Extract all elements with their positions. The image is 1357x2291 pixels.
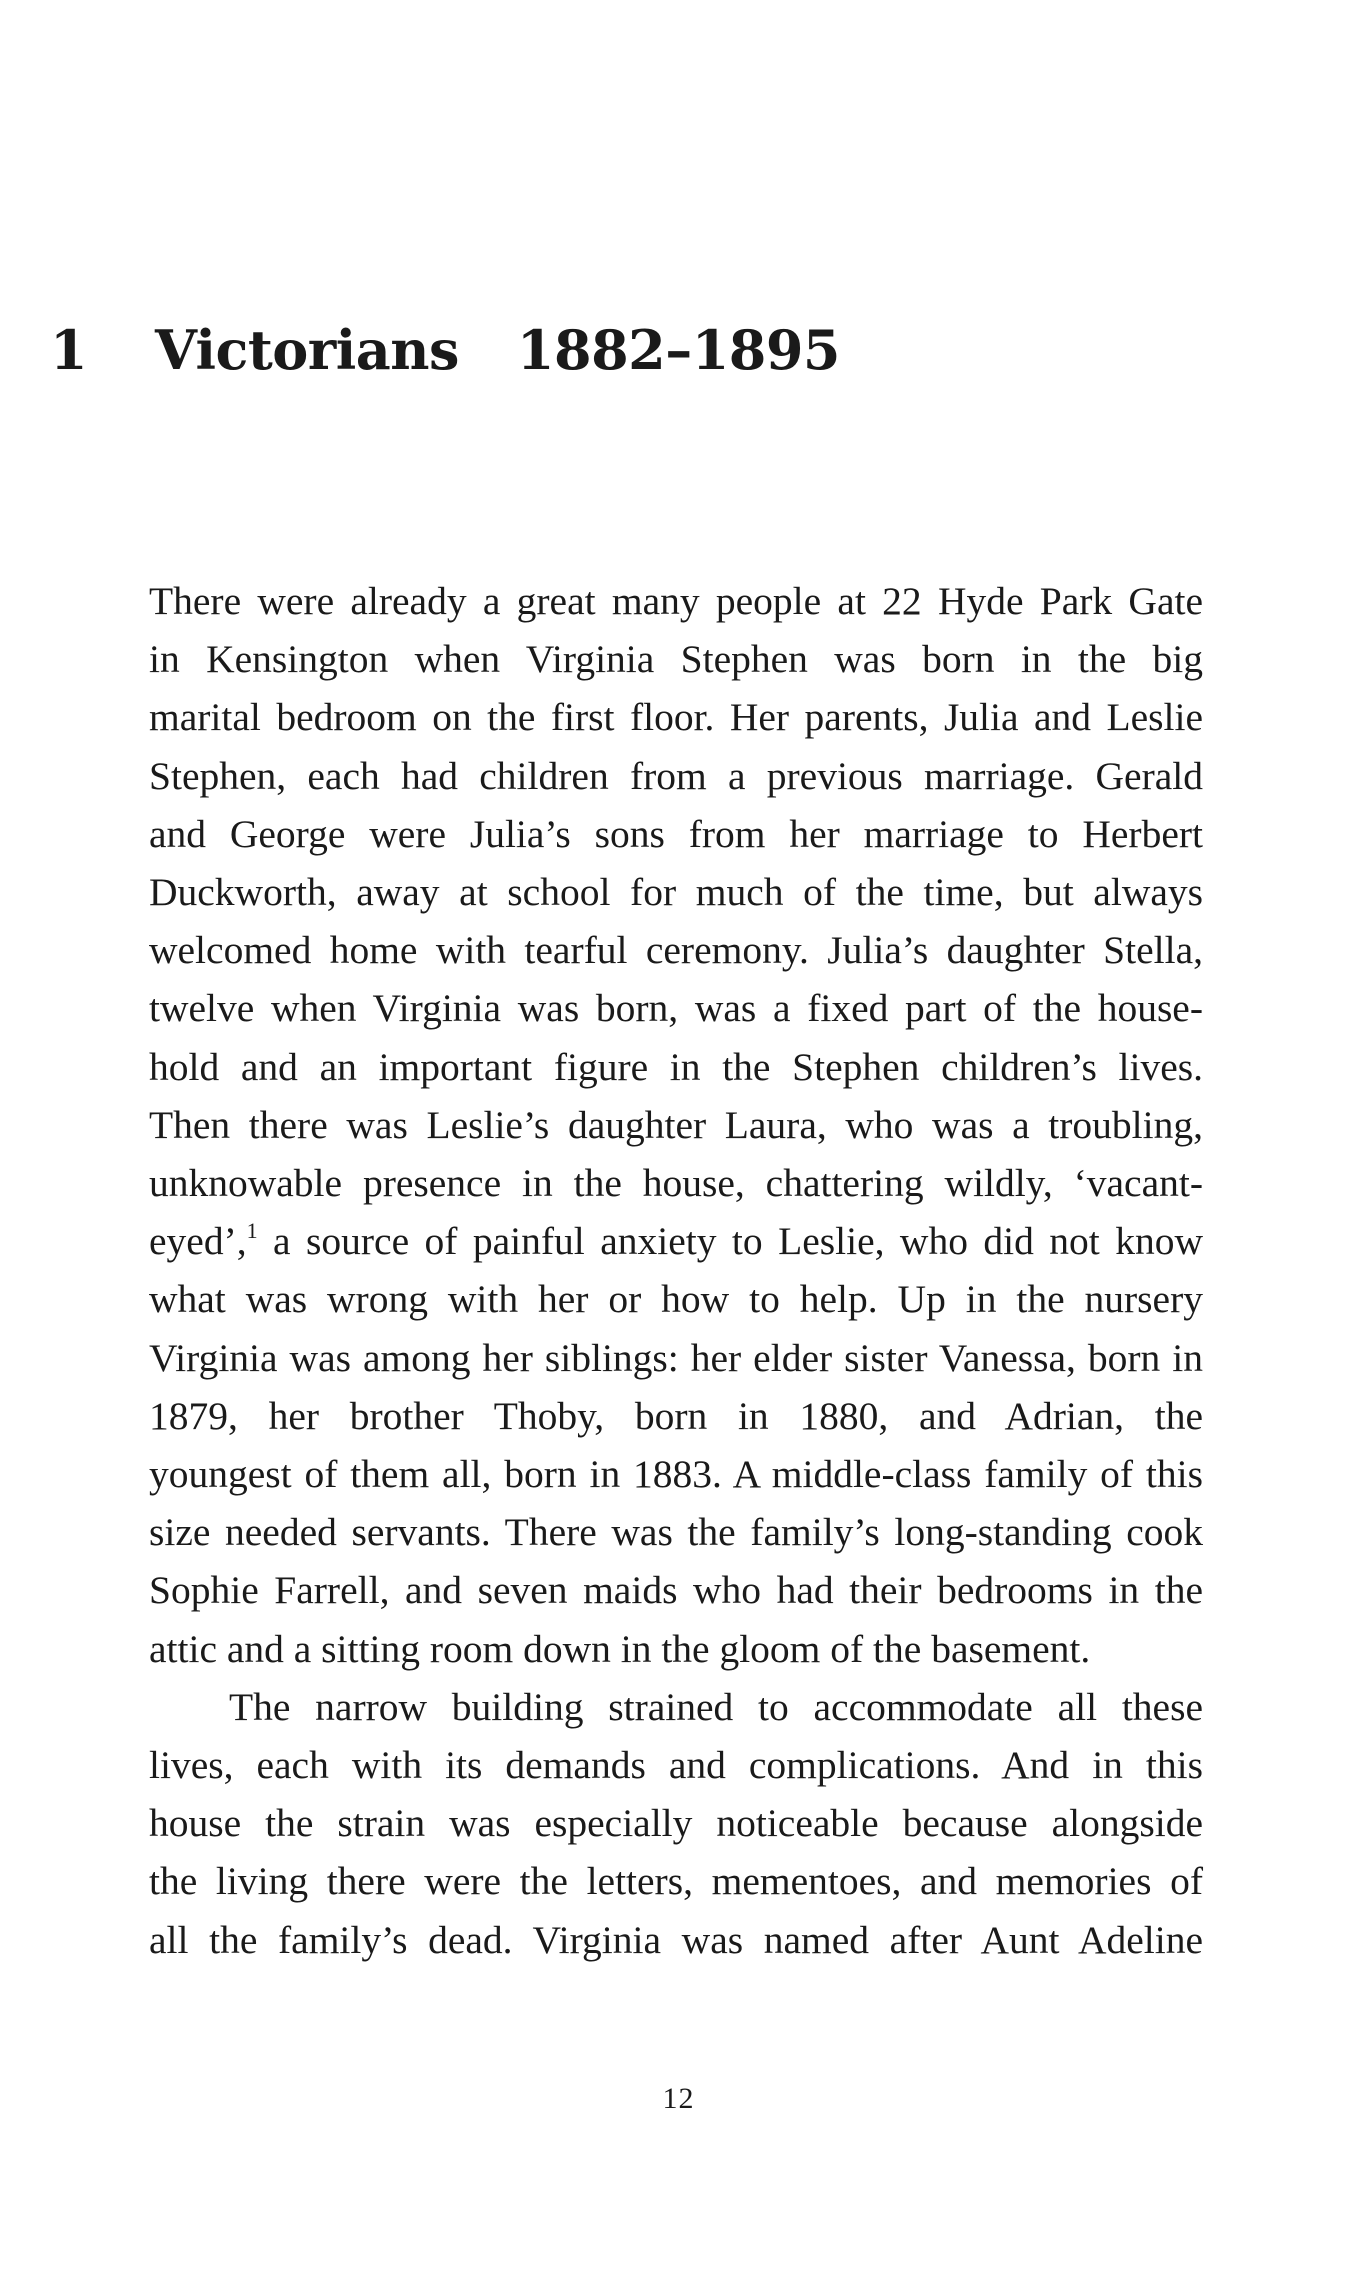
- text-line: Stephen, each had children from a previous marriage. Gerald: [149, 753, 1203, 798]
- text-fragment: eyed’,: [149, 1219, 247, 1264]
- chapter-number: 1: [50, 318, 88, 382]
- text-line: Duckworth, away at school for much of the time, but always: [149, 870, 1203, 915]
- text-line: Virginia was among her siblings: her elder sister Vanessa, born in: [149, 1335, 1203, 1380]
- text-line: youngest of them all, born in 1883. A middle-class family of this: [149, 1452, 1203, 1497]
- chapter-title: Victorians: [155, 318, 459, 382]
- paragraph-2: [149, 1678, 1203, 1969]
- text-line: marital bedroom on the first floor. Her parents, Julia and Leslie: [149, 695, 1203, 740]
- text-line: all the family’s dead. Virginia was named after Aunt Adeline: [149, 1917, 1203, 1962]
- chapter-heading: [50, 318, 840, 382]
- text-line: size needed servants. There was the family’s long-standing cook: [149, 1510, 1203, 1555]
- text-line-with-footnote: [149, 1212, 1203, 1270]
- text-line: unknowable presence in the house, chattering wildly, ‘vacant-: [149, 1161, 1203, 1206]
- text-line: Sophie Farrell, and seven maids who had their bedrooms in the: [149, 1568, 1203, 1613]
- text-line: Then there was Leslie’s daughter Laura, who was a troubling,: [149, 1102, 1203, 1147]
- footnote-reference[interactable]: 1: [246, 1218, 258, 1244]
- text-line: lives, each with its demands and complications. And in this: [149, 1743, 1203, 1788]
- text-line: welcomed home with tearful ceremony. Julia’s daughter Stella,: [149, 928, 1203, 973]
- text-line: 1879, her brother Thoby, born in 1880, and Adrian, the: [149, 1393, 1203, 1438]
- text-line: house the strain was especially noticeable because alongside: [149, 1801, 1203, 1846]
- text-line: The narrow building strained to accommodate all these: [229, 1684, 1203, 1729]
- text-line: what was wrong with her or how to help. Up in the nursery: [149, 1277, 1203, 1322]
- text-line: attic and a sitting room down in the gloom of the basement.: [149, 1626, 1091, 1671]
- body-text: [149, 572, 1203, 1969]
- page-number: 12: [662, 2082, 695, 2115]
- paragraph-1: [149, 572, 1203, 1678]
- text-line: twelve when Virginia was born, was a fixed part of the house-: [149, 986, 1203, 1031]
- text-line: hold and an important figure in the Stephen children’s lives.: [149, 1044, 1203, 1089]
- text-line: There were already a great many people at 22 Hyde Park Gate: [149, 579, 1203, 623]
- text-line: in Kensington when Virginia Stephen was born in the big: [149, 637, 1203, 682]
- text-line: and George were Julia’s sons from her marriage to Herbert: [149, 811, 1203, 856]
- chapter-years: 1882–1895: [516, 318, 841, 382]
- text-fragment: a source of painful anxiety to Leslie, who did not know: [257, 1219, 1203, 1264]
- text-line: the living there were the letters, mementoes, and memories of: [149, 1859, 1203, 1904]
